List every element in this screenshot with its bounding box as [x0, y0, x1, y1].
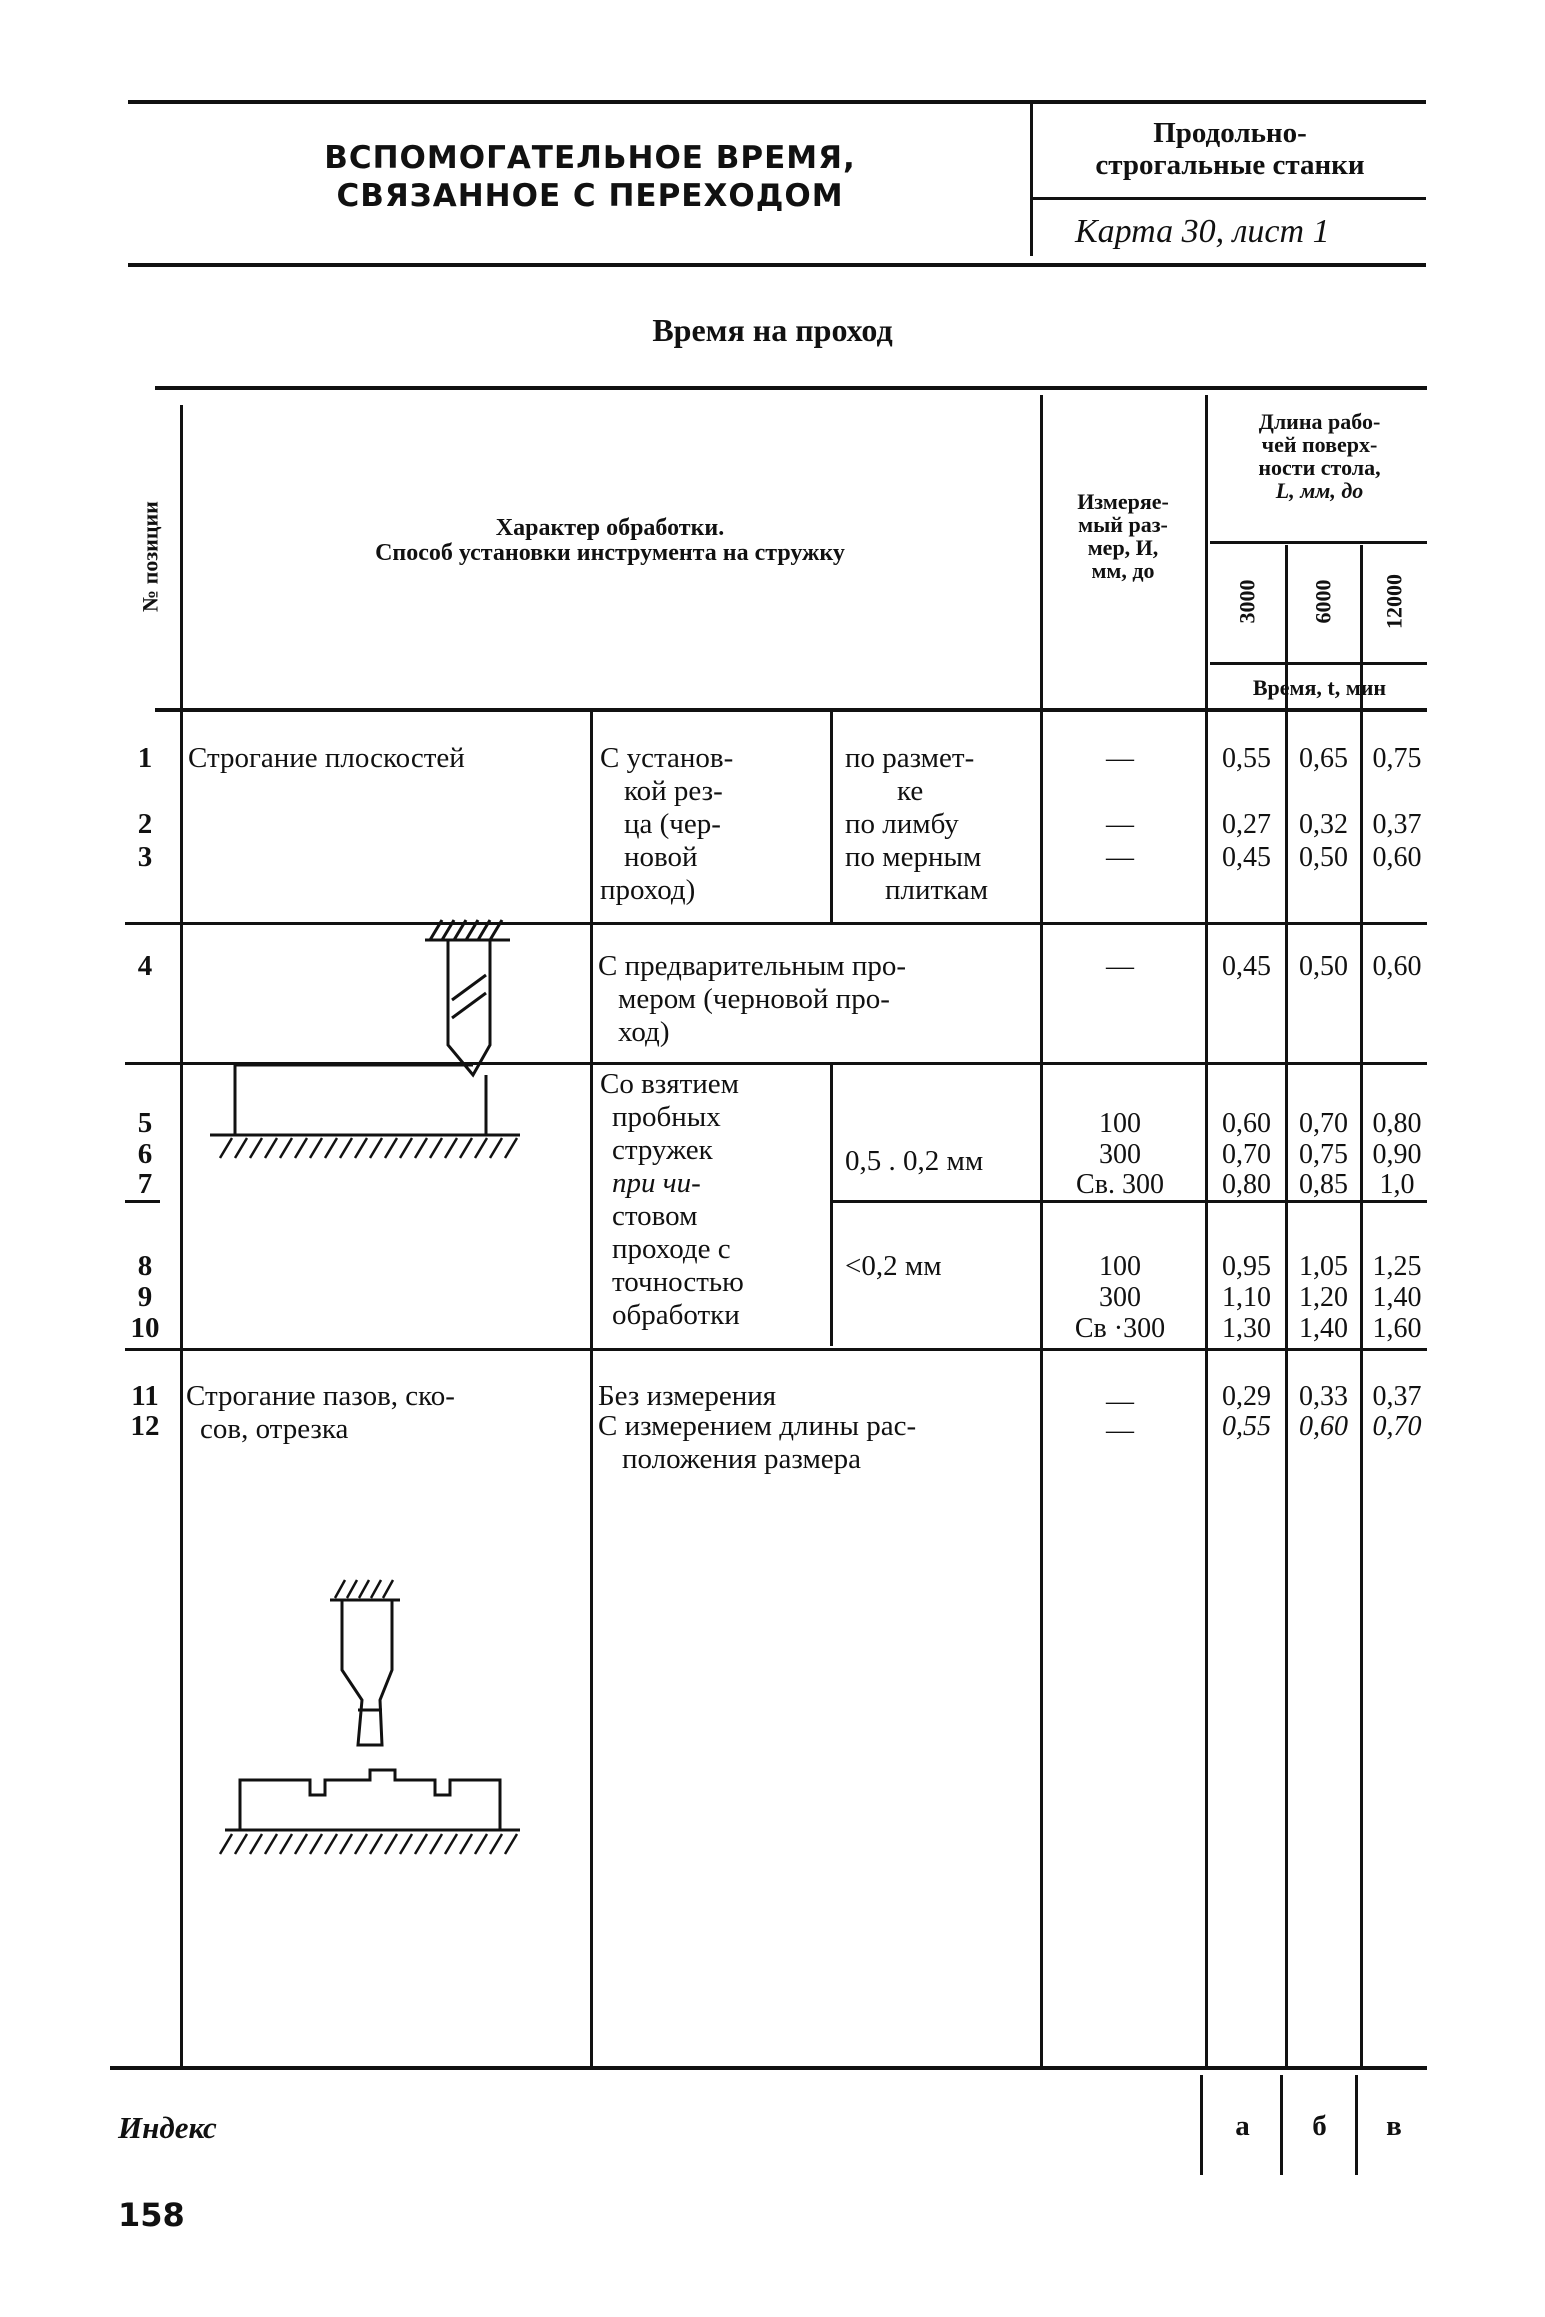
index-value-a: а — [1235, 2110, 1250, 2142]
length-header-line: ности стола, — [1258, 455, 1381, 481]
size-12: — — [1106, 1415, 1134, 1446]
method-b — [598, 950, 906, 1049]
length-subheader-rule — [1210, 541, 1427, 544]
size-header-line: Измеряе- — [1077, 489, 1169, 514]
pos-3: 3 — [137, 841, 153, 873]
time-3a: 0,45 — [1222, 842, 1271, 873]
method-c-line: Со взятием — [600, 1068, 739, 1100]
time-1a: 0,55 — [1222, 743, 1271, 774]
length-header-line: Длина рабо- — [1258, 409, 1381, 434]
size-9: 300 — [1099, 1282, 1141, 1313]
size-10: Св ·300 — [1074, 1313, 1166, 1344]
length-value-12000 — [1363, 545, 1427, 660]
page-title — [180, 140, 1000, 216]
machine-line-2: строгальные станки — [1095, 148, 1365, 181]
pos-header-label: № позиции — [137, 501, 163, 612]
pos-10: 10 — [130, 1312, 160, 1344]
group1-name: Строгание плоскостей — [188, 742, 465, 774]
length-value-6000 — [1288, 545, 1360, 660]
length-header-line: чей поверх- — [1261, 432, 1378, 458]
page-number: 158 — [118, 2196, 185, 2234]
size-5: 100 — [1099, 1108, 1141, 1139]
size-11: — — [1106, 1386, 1134, 1417]
method-c-line: проходе с — [612, 1233, 731, 1265]
method-with-measure — [598, 1410, 916, 1476]
col-sub-border — [830, 712, 833, 922]
length-value-label: 6000 — [1310, 579, 1336, 624]
table-bottom-rule — [110, 2066, 1427, 2070]
time-7b: 0,85 — [1299, 1169, 1348, 1200]
method-c — [600, 1068, 744, 1332]
method-b-line: С предварительным про- — [598, 950, 907, 982]
section-title: Время на проход — [652, 312, 893, 348]
pos-column-header — [125, 420, 175, 700]
size-header-line: мер, И, — [1087, 535, 1159, 561]
time-10a: 1,30 — [1222, 1313, 1271, 1344]
time-9c: 1,40 — [1372, 1282, 1422, 1313]
index-value-b: б — [1312, 2110, 1327, 2142]
method-a — [600, 742, 733, 907]
time-7c: 1,0 — [1379, 1169, 1415, 1200]
method-a-line: С установ- — [600, 742, 734, 774]
pos-8: 8 — [137, 1250, 153, 1282]
pos-12: 12 — [130, 1410, 160, 1442]
length-value-label: 12000 — [1381, 574, 1407, 630]
time-6b: 0,75 — [1299, 1139, 1348, 1170]
index-col-b-left — [1280, 2075, 1283, 2175]
sub-a-line: ке — [897, 775, 924, 807]
time-6c: 0,90 — [1372, 1139, 1422, 1170]
time-subheader-rule — [1210, 662, 1427, 665]
method-b-line: мером (черновой про- — [618, 983, 890, 1015]
time-8a: 0,95 — [1222, 1251, 1271, 1282]
table-top-rule — [155, 386, 1427, 390]
method-a-line: проход) — [600, 874, 696, 906]
title-line-1: ВСПОМОГАТЕЛЬНОЕ ВРЕМЯ, — [324, 140, 856, 176]
time-7a: 0,80 — [1222, 1169, 1271, 1200]
tolerance-coarse: 0,5 . 0,2 мм — [845, 1145, 984, 1177]
planing-surface-illustration — [190, 890, 530, 1170]
time-11c: 0,37 — [1372, 1381, 1422, 1412]
machine-line-1: Продольно- — [1153, 117, 1307, 149]
size-column-header — [1048, 490, 1198, 582]
time-9b: 1,20 — [1299, 1282, 1348, 1313]
group2-name-line: Строгание пазов, ско- — [186, 1380, 455, 1412]
sub-a-line: по мерным — [845, 841, 982, 873]
col-size-border-right — [1205, 395, 1208, 2066]
size-1: — — [1106, 743, 1134, 774]
index-col-c-left — [1355, 2075, 1358, 2175]
time-6a: 0,70 — [1222, 1139, 1271, 1170]
length-value-label: 3000 — [1234, 579, 1260, 624]
index-value-c: в — [1386, 2110, 1402, 2142]
time-4c: 0,60 — [1372, 951, 1422, 982]
group2-name — [186, 1380, 455, 1446]
size-2: — — [1106, 809, 1134, 840]
time-11a: 0,29 — [1222, 1381, 1271, 1412]
time-8c: 1,25 — [1372, 1251, 1422, 1282]
time-12b: 0,60 — [1299, 1411, 1348, 1442]
time-10b: 1,40 — [1299, 1313, 1348, 1344]
time-5b: 0,70 — [1299, 1108, 1348, 1139]
method-with-measure-line: С измерением длины рас- — [598, 1410, 917, 1442]
size-7: Св. 300 — [1076, 1169, 1164, 1200]
time-12c: 0,70 — [1372, 1411, 1422, 1442]
time-10c: 1,60 — [1372, 1313, 1422, 1344]
col-tol-border — [830, 1064, 833, 1346]
method-with-measure-line: положения размера — [622, 1443, 862, 1475]
sub-a-1 — [845, 742, 974, 808]
pos-11: 11 — [131, 1380, 159, 1412]
time-8b: 1,05 — [1299, 1251, 1348, 1282]
method-b-line: ход) — [618, 1016, 670, 1048]
time-5a: 0,60 — [1222, 1108, 1271, 1139]
method-a-line: новой — [624, 841, 698, 873]
time-12a: 0,55 — [1222, 1411, 1271, 1442]
machine-type — [1040, 118, 1420, 182]
col-method-border — [590, 710, 593, 2066]
time-1c: 0,75 — [1372, 743, 1422, 774]
tolerance-fine: <0,2 мм — [845, 1250, 942, 1282]
pos-5: 5 — [137, 1107, 153, 1139]
time-1b: 0,65 — [1299, 743, 1348, 774]
time-4a: 0,45 — [1222, 951, 1271, 982]
size-8: 100 — [1099, 1251, 1141, 1282]
time-5c: 0,80 — [1372, 1108, 1422, 1139]
col-size-border — [1040, 395, 1043, 2066]
sub-a-3 — [845, 841, 988, 907]
time-2b: 0,32 — [1299, 809, 1348, 840]
method-no-measure: Без измерения — [598, 1380, 777, 1412]
pos-6: 6 — [137, 1138, 153, 1170]
header-right-rule — [1030, 197, 1426, 200]
index-label: Индекс — [118, 2110, 217, 2145]
character-header-line-1: Характер обработки. — [495, 515, 725, 541]
pos-7: 7 — [137, 1168, 153, 1200]
time-4b: 0,50 — [1299, 951, 1348, 982]
sub-a-line: по размет- — [845, 742, 975, 774]
size-3: — — [1106, 842, 1134, 873]
pos-9: 9 — [137, 1281, 153, 1313]
size-header-line: мм, до — [1091, 558, 1155, 584]
time-3b: 0,50 — [1299, 842, 1348, 873]
method-c-line: при чи- — [612, 1167, 701, 1199]
length-header-line: L, мм, до — [1275, 478, 1364, 504]
col-pos-border — [180, 405, 183, 2067]
header-top-rule — [128, 100, 1426, 104]
time-11b: 0,33 — [1299, 1381, 1348, 1412]
title-line-2: СВЯЗАННОЕ С ПЕРЕХОДОМ — [336, 177, 844, 214]
sub-a-2: по лимбу — [845, 808, 959, 840]
header-bottom-line — [155, 708, 1427, 712]
character-header-line-2: Способ установки инструмента на стружку — [375, 540, 845, 567]
pos-1: 1 — [137, 742, 153, 774]
time-9a: 1,10 — [1222, 1282, 1271, 1313]
header-divider — [1030, 104, 1033, 256]
character-column-header — [190, 516, 1030, 566]
length-column-header — [1212, 410, 1427, 502]
method-a-line: ца (чер- — [624, 808, 721, 840]
method-c-line: стружек — [612, 1134, 713, 1166]
card-number: Карта 30, лист 1 — [1075, 213, 1330, 250]
index-col-a-left — [1200, 2075, 1203, 2175]
pos-2: 2 — [137, 808, 153, 840]
method-c-line: стовом — [612, 1200, 698, 1232]
pos-4: 4 — [137, 950, 153, 982]
size-header-line: мый раз- — [1078, 512, 1168, 538]
slotting-illustration — [210, 1560, 540, 1880]
length-value-3000 — [1212, 545, 1284, 660]
method-c-line: пробных — [612, 1101, 721, 1133]
method-a-line: кой рез- — [624, 775, 723, 807]
header-bottom-rule — [128, 263, 1426, 267]
group2-name-line: сов, отрезка — [200, 1413, 349, 1445]
time-3c: 0,60 — [1372, 842, 1422, 873]
size-6: 300 — [1099, 1139, 1141, 1170]
method-c-line: обработки — [612, 1299, 740, 1331]
size-4: — — [1106, 951, 1134, 982]
group1-bottom-rule — [125, 1348, 1427, 1351]
time-2c: 0,37 — [1372, 809, 1422, 840]
time-2a: 0,27 — [1222, 809, 1271, 840]
sub-a-line: плиткам — [885, 874, 989, 906]
method-c-line: точностью — [612, 1266, 744, 1298]
time-header: Время, t, мин — [1252, 675, 1387, 700]
